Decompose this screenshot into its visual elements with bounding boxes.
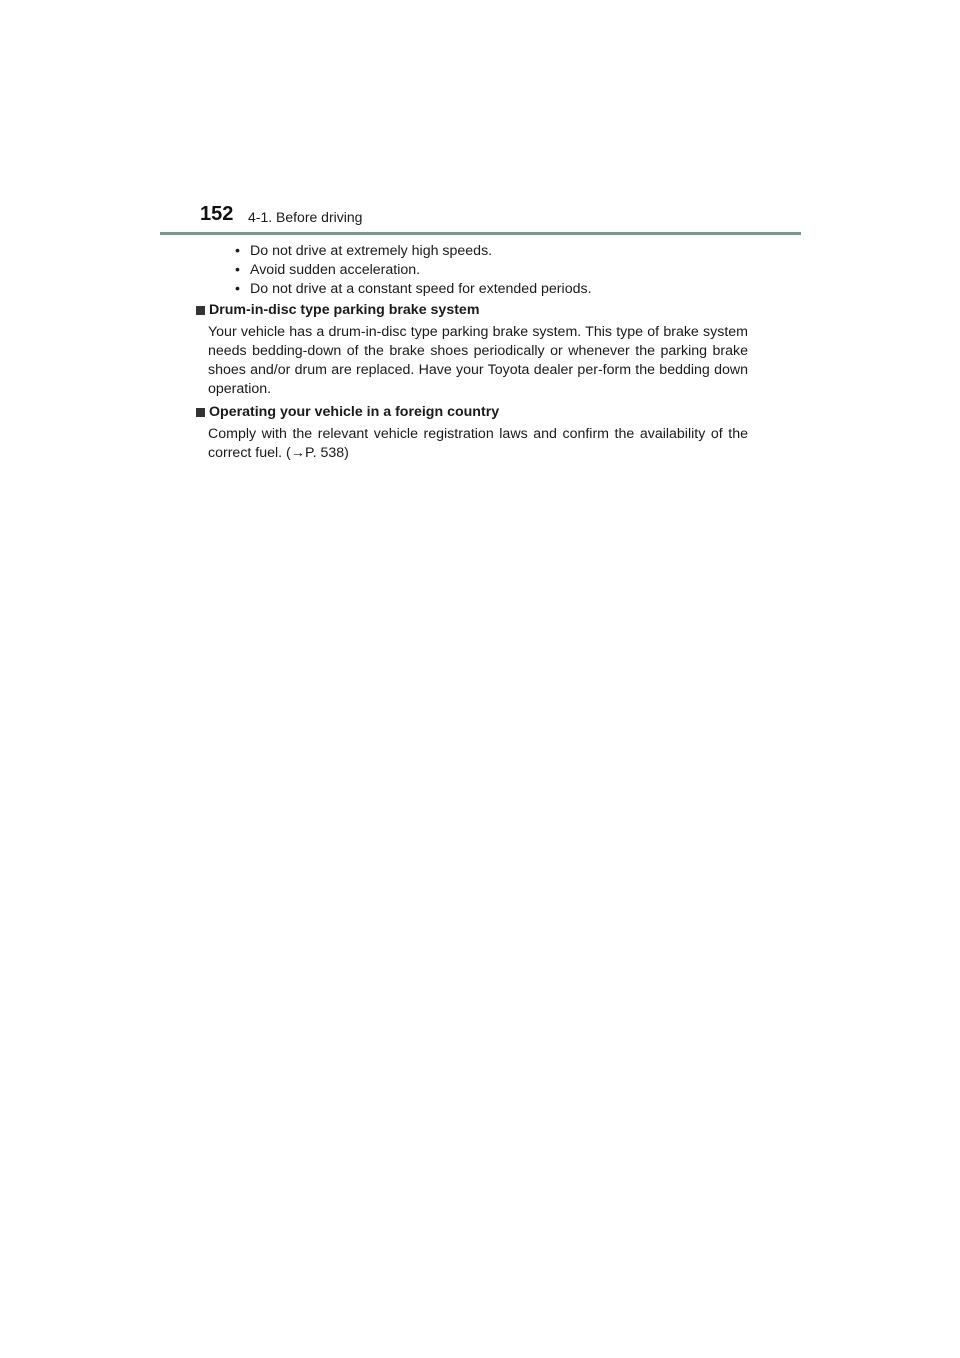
list-item — [235, 280, 748, 299]
topic-body: Comply with the relevant vehicle registration laws and confirm the availability of the correct fuel. (→P. 538) — [208, 426, 748, 461]
topic-heading: Drum-in-disc type parking brake system — [209, 302, 480, 318]
topic-heading-row — [196, 403, 748, 422]
list-item — [235, 261, 748, 280]
topic-heading: Operating your vehicle in a foreign country — [209, 404, 500, 420]
header-rule — [160, 232, 801, 235]
filled-square-icon — [196, 306, 205, 315]
bullet-marker: • — [235, 262, 240, 278]
topic-body: Your vehicle has a drum-in-disc type parking brake system. This type of brake system needs bedding-down of the brake shoes periodically or whenever the parking brake shoes and/or drum are replaced. Have your Toyota dealer per-form the bedding down operation. — [208, 324, 748, 397]
filled-square-icon — [196, 408, 205, 417]
bullet-text: Do not drive at extremely high speeds. — [250, 243, 493, 259]
section-title: 4-1. Before driving — [248, 209, 363, 225]
bullet-marker: • — [235, 243, 240, 259]
topic-parking-brake — [208, 301, 748, 399]
list-item — [235, 242, 748, 261]
bullet-list — [235, 242, 748, 299]
bullet-text: Avoid sudden acceleration. — [250, 262, 421, 278]
topic-heading-row — [196, 301, 748, 320]
bullet-text: Do not drive at a constant speed for extended periods. — [250, 281, 592, 297]
page-number: 152 — [200, 203, 234, 225]
bullet-marker: • — [235, 281, 240, 297]
page-content — [208, 242, 748, 467]
topic-foreign-country — [208, 403, 748, 463]
